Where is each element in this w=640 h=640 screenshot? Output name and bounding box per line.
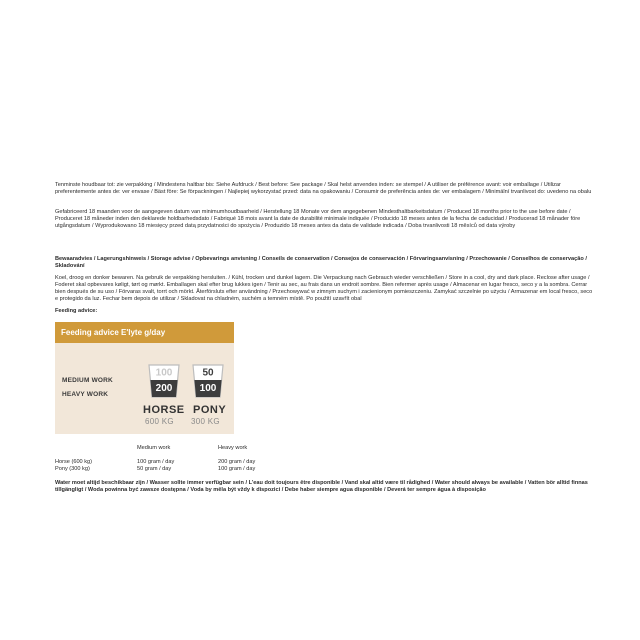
table-row-heavy: 200 gram / day	[218, 459, 256, 465]
pony-cup-icon	[191, 363, 225, 399]
table-row-animal: Pony (300 kg)	[55, 466, 90, 472]
pony-label: PONY	[193, 404, 227, 416]
production-date-text: Gefabriceerd 18 maanden voor de aangegeven datum van minimumhoudbaarheid / Herstellung 18 Monate vor dem angegebenen Mindesthaltbarkeitsdatum / Produced 18 months prior to the use before date / Produceret 18 måneder inden den deklarede holdbarhedsdato / Fabriqué 18 mois avant la date de durabilité minimale indiquée / Producido 18 meses antes de la fecha de caducidad / Producerad 18 månader före utgångsdatum / Wyprodukowano 18 miesięcy przed datą przydatności do spożycia / Produzido 18 meses antes da data de validade indicada / Doba trvanlivosti 18 měsíců od data výroby	[55, 209, 581, 229]
feeding-advice-panel	[55, 322, 234, 434]
table-row-medium: 50 gram / day	[137, 466, 172, 472]
medium-work-label: MEDIUM WORK	[62, 377, 113, 384]
horse-cup-icon	[147, 363, 181, 399]
table-header-medium: Medium work	[137, 445, 171, 451]
table-header-heavy: Heavy work	[218, 445, 248, 451]
table-row-animal: Horse (600 kg)	[55, 459, 92, 465]
pony-medium-value: 50	[202, 367, 214, 379]
water-availability-text: Water moet altijd beschikbaar zijn / Wasser sollte immer verfügbar sein / L'eau doit toujours être disponible / Vand skal altid være til rådighed / Water should always be available / Vatten bör alltid finnas tillgängligt / Woda powinna być zawsze dostępna / Voda by měla být vždy k dispozici / Debe haber siempre agua disponible / Deverá ter sempre água à disposição	[55, 480, 588, 493]
heavy-work-label: HEAVY WORK	[62, 391, 109, 398]
horse-medium-value: 100	[155, 367, 173, 379]
pony-weight: 300 KG	[191, 417, 220, 426]
storage-heading: Bewaaradvies / Lagerungshinweis / Storage advise / Opbevarings anvisning / Conseils de conservation / Consejos de conservación / Förvaringsanvisning / Przechowanie / Conselhos de conservação / Skladování	[55, 256, 587, 269]
horse-weight: 600 KG	[145, 417, 174, 426]
panel-body	[55, 343, 234, 434]
table-row-medium: 100 gram / day	[137, 459, 175, 465]
horse-label: HORSE	[143, 404, 185, 416]
feeding-advice-heading: Feeding advice:	[55, 308, 98, 314]
storage-text: Koel, droog en donker bewaren. Na gebruik de verpakking hersluiten. / Kühl, trocken und dunkel lagern. Die Verpackung nach Gebrauch wieder verschließen / Store in a cool, dry and dark place. Reclose after usage / Foderet skal opbevares køligt, tørt og mørkt. Emballagen skal efter brug lukkes igen / Tenir au sec, au frais dans un endroit sombre. Bien refermer après usage / Almacenar en lugar fresco, seco y a la sombra. Cerrar bien después de su uso / Förvaras svalt, torrt och mörkt. Återförsluts efter användning / Przechowywać w zimnym suchym i zacienionym pomieszczeniu. Zamykać szczelnie po użyciu / Armazenar em local fresco, seco e protegido da luz. Fechar bem depois de utilizar / Skladovat na chladném, suchém a temném místě. Po použití uzavřít obal	[55, 275, 593, 302]
horse-heavy-value: 200	[155, 383, 173, 394]
shelf-life-text: Tenminste houdbaar tot: zie verpakking / Mindestens haltbar bis: Siehe Aufdruck / Best before: See package / Skal helst anvendes inden: se stempel / A utiliser de préférence avant: voir emballage / Utilizar preferentemente antes de: ver envase / Bäst före: Se förpackningen / Najlepiej wykorzystać przed: data na opakowaniu / Consumir de preferência antes de: ver embalagem / Minimální trvanlivost do: uvedeno na obalu	[55, 182, 592, 195]
table-row-heavy: 100 gram / day	[218, 466, 256, 472]
pony-heavy-value: 100	[199, 383, 217, 394]
panel-title: Feeding advice E'lyte g/day	[55, 322, 234, 343]
